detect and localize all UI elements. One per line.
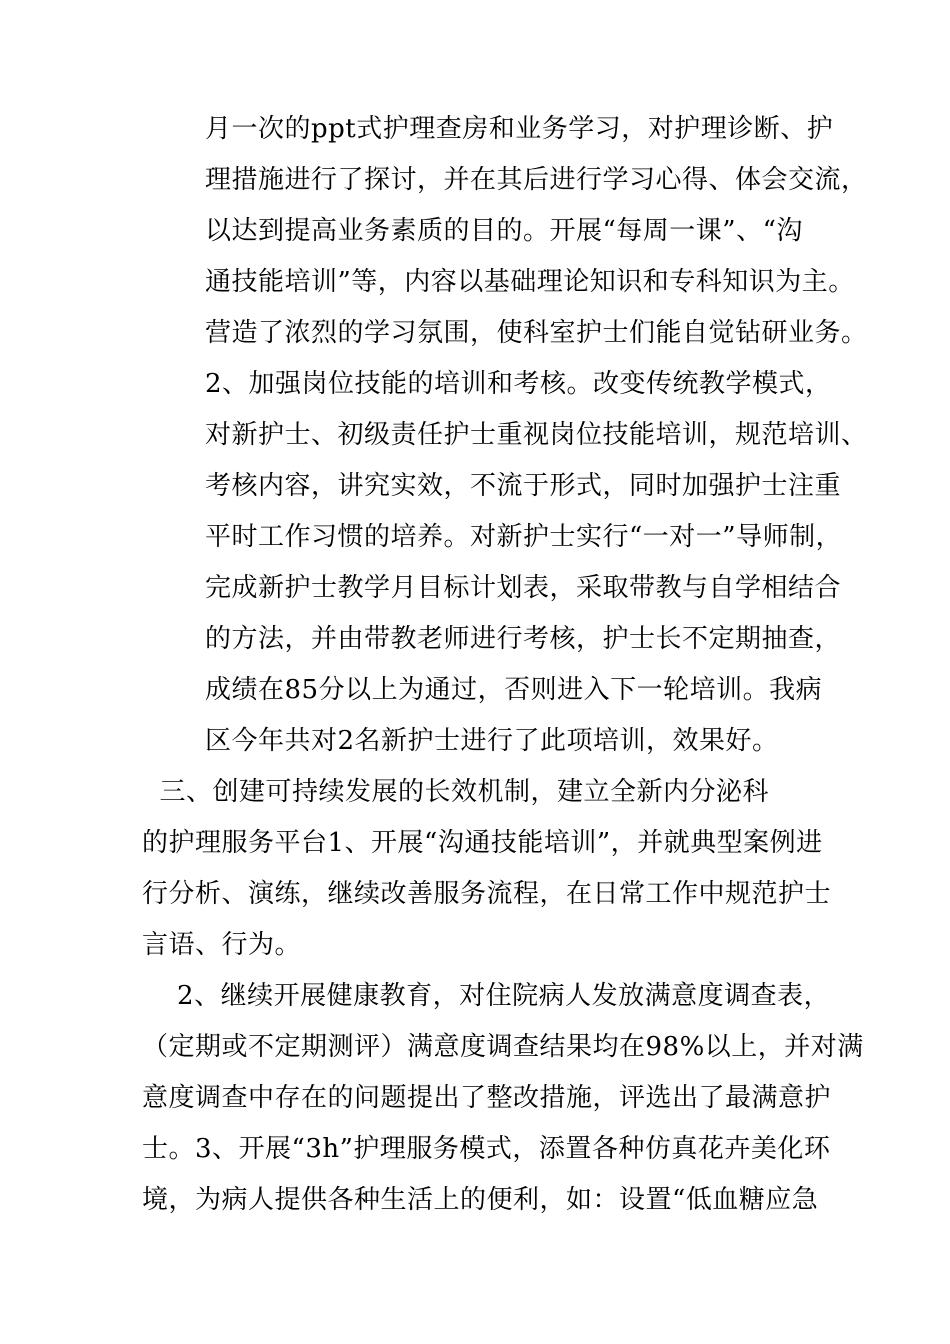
text-line: 营造了浓烈的学习氛围，使科室护士们能自觉钻研业务。 <box>205 318 868 348</box>
text-line: 境，为病人提供各种生活上的便利，如：设置“低血糖应急 <box>142 1185 819 1215</box>
text-line: 2、继续开展健康教育，对住院病人发放满意度调查表， <box>142 981 831 1011</box>
section-heading-line: 三、创建可持续发展的长效机制，建立全新内分泌科 <box>142 777 770 807</box>
text-line: 完成新护士教学月目标计划表，采取带教与自学相结合 <box>205 573 842 603</box>
text-line: 通技能培训”等，内容以基础理论知识和专科知识为主。 <box>205 267 855 297</box>
text-line: 的护理服务平台1、开展“沟通技能培训”，并就典型案例进 <box>142 828 823 858</box>
text-line: 行分析、演练，继续改善服务流程，在日常工作中规范护士 <box>142 879 832 909</box>
text-line: 平时工作习惯的培养。对新护士实行“一对一”导师制， <box>205 522 843 552</box>
text-line: 意度调查中存在的问题提出了整改措施，评选出了最满意护 <box>142 1083 832 1113</box>
text-line: 理措施进行了探讨，并在其后进行学习心得、体会交流， <box>205 165 868 195</box>
text-line: 2、加强岗位技能的培训和考核。改变传统教学模式， <box>205 369 832 399</box>
text-line: 的方法，并由带教老师进行考核，护士长不定期抽查， <box>205 624 842 654</box>
text-line: 月一次的ppt式护理查房和业务学习，对护理诊断、护 <box>205 114 834 144</box>
text-line: 成绩在85分以上为通过，否则进入下一轮培训。我病 <box>205 675 823 705</box>
text-line: 士。3、开展“3h”护理服务模式，添置各种仿真花卉美化环 <box>142 1134 831 1164</box>
text-line: 区今年共对2名新护士进行了此项培训，效果好。 <box>205 726 779 756</box>
text-line: 考核内容，讲究实效，不流于形式，同时加强护士注重 <box>205 471 842 501</box>
text-line: 以达到提高业务素质的目的。开展“每周一课”、“沟 <box>205 216 803 246</box>
text-line: 言语、行为。 <box>142 930 302 960</box>
text-line: （定期或不定期测评）满意度调查结果均在98%以上，并对满 <box>142 1032 864 1062</box>
text-line: 对新护士、初级责任护士重视岗位技能培训，规范培训、 <box>205 420 868 450</box>
